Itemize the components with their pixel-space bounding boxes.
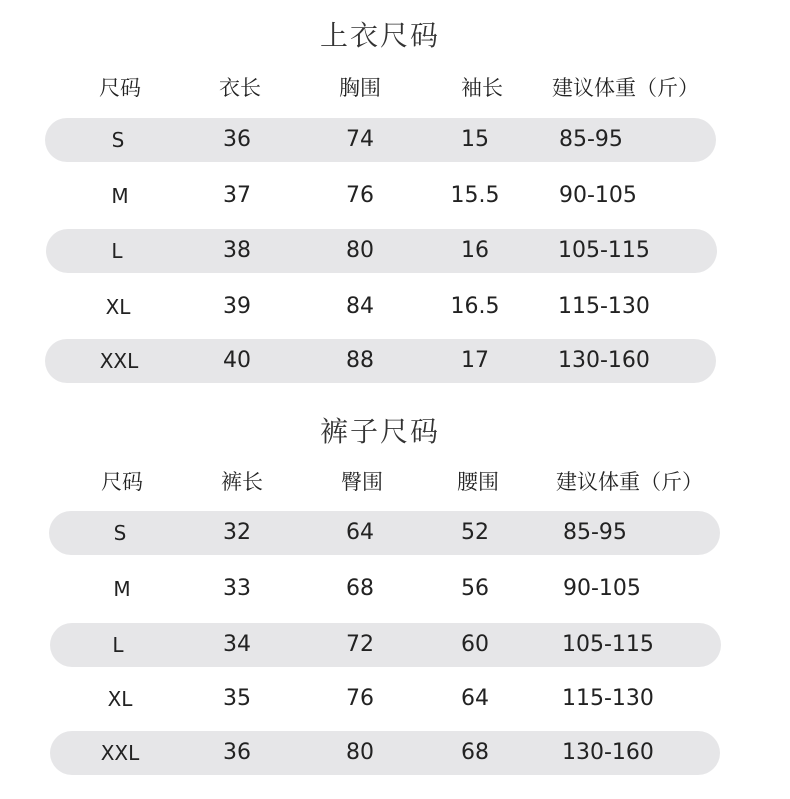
top-row-weight: 115-130 xyxy=(558,294,650,319)
top-header-sleeve: 袖长 xyxy=(461,76,503,100)
top-row-length: 39 xyxy=(223,294,251,319)
pants-row-weight: 85-95 xyxy=(563,520,627,545)
top-row-chest: 80 xyxy=(346,238,374,263)
pants-row-weight: 105-115 xyxy=(562,632,654,657)
pants-header-length: 裤长 xyxy=(221,470,263,494)
top-row-size: XL xyxy=(105,295,131,319)
pants-table-row xyxy=(0,677,790,721)
top-header-chest: 胸围 xyxy=(339,76,381,100)
top-row-sleeve: 17 xyxy=(461,348,489,373)
top-row-size: M xyxy=(111,184,129,208)
top-row-length: 36 xyxy=(223,127,251,152)
top-table-row xyxy=(0,118,790,162)
pants-row-size: S xyxy=(113,521,127,545)
pants-row-waist: 64 xyxy=(461,686,489,711)
pants-row-size: XXL xyxy=(100,741,140,765)
top-row-chest: 84 xyxy=(346,294,374,319)
top-table-row xyxy=(0,229,790,273)
pants-row-hip: 76 xyxy=(346,686,374,711)
pants-row-hip: 80 xyxy=(346,740,374,765)
top-row-weight: 105-115 xyxy=(558,238,650,263)
top-row-chest: 88 xyxy=(346,348,374,373)
pants-row-waist: 60 xyxy=(461,632,489,657)
top-row-size: S xyxy=(111,128,125,152)
pants-row-waist: 52 xyxy=(461,520,489,545)
pants-table-row xyxy=(0,623,790,667)
pants-row-size: L xyxy=(112,633,124,657)
top-table-row xyxy=(0,174,790,218)
top-row-sleeve: 15 xyxy=(461,127,489,152)
pants-row-length: 36 xyxy=(223,740,251,765)
top-header-weight: 建议体重（斤） xyxy=(552,76,699,100)
pants-header-waist: 腰围 xyxy=(457,470,499,494)
pants-row-weight: 115-130 xyxy=(562,686,654,711)
pants-row-waist: 68 xyxy=(461,740,489,765)
pants-row-length: 35 xyxy=(223,686,251,711)
pants-header-size: 尺码 xyxy=(101,470,143,494)
top-table-row xyxy=(0,285,790,329)
pants-row-weight: 130-160 xyxy=(562,740,654,765)
top-row-length: 37 xyxy=(223,183,251,208)
pants-row-length: 32 xyxy=(223,520,251,545)
pants-size-chart-title: 裤子尺码 xyxy=(319,415,440,448)
top-row-length: 40 xyxy=(223,348,251,373)
top-header-size: 尺码 xyxy=(99,76,141,100)
top-row-weight: 85-95 xyxy=(559,127,623,152)
top-row-sleeve: 16.5 xyxy=(450,294,500,319)
top-row-chest: 74 xyxy=(346,127,374,152)
pants-row-size: XL xyxy=(107,687,133,711)
pants-row-length: 34 xyxy=(223,632,251,657)
pants-table-header xyxy=(0,460,790,504)
top-header-length: 衣长 xyxy=(219,76,261,100)
top-table-row xyxy=(0,339,790,383)
pants-table-row xyxy=(0,567,790,611)
pants-row-size: M xyxy=(113,577,131,601)
pants-header-hip: 臀围 xyxy=(341,470,383,494)
top-row-sleeve: 15.5 xyxy=(450,183,500,208)
top-size-chart-title: 上衣尺码 xyxy=(319,19,440,52)
top-row-length: 38 xyxy=(223,238,251,263)
pants-row-length: 33 xyxy=(223,576,251,601)
pants-row-weight: 90-105 xyxy=(563,576,641,601)
top-row-size: L xyxy=(111,239,123,263)
top-row-chest: 76 xyxy=(346,183,374,208)
top-table-header xyxy=(0,66,790,110)
top-row-weight: 130-160 xyxy=(558,348,650,373)
top-row-weight: 90-105 xyxy=(559,183,637,208)
top-row-sleeve: 16 xyxy=(461,238,489,263)
pants-table-row xyxy=(0,511,790,555)
pants-table-row xyxy=(0,731,790,775)
pants-row-hip: 72 xyxy=(346,632,374,657)
pants-row-hip: 68 xyxy=(346,576,374,601)
top-row-size: XXL xyxy=(99,349,139,373)
pants-row-hip: 64 xyxy=(346,520,374,545)
pants-header-weight: 建议体重（斤） xyxy=(556,470,703,494)
pants-row-waist: 56 xyxy=(461,576,489,601)
